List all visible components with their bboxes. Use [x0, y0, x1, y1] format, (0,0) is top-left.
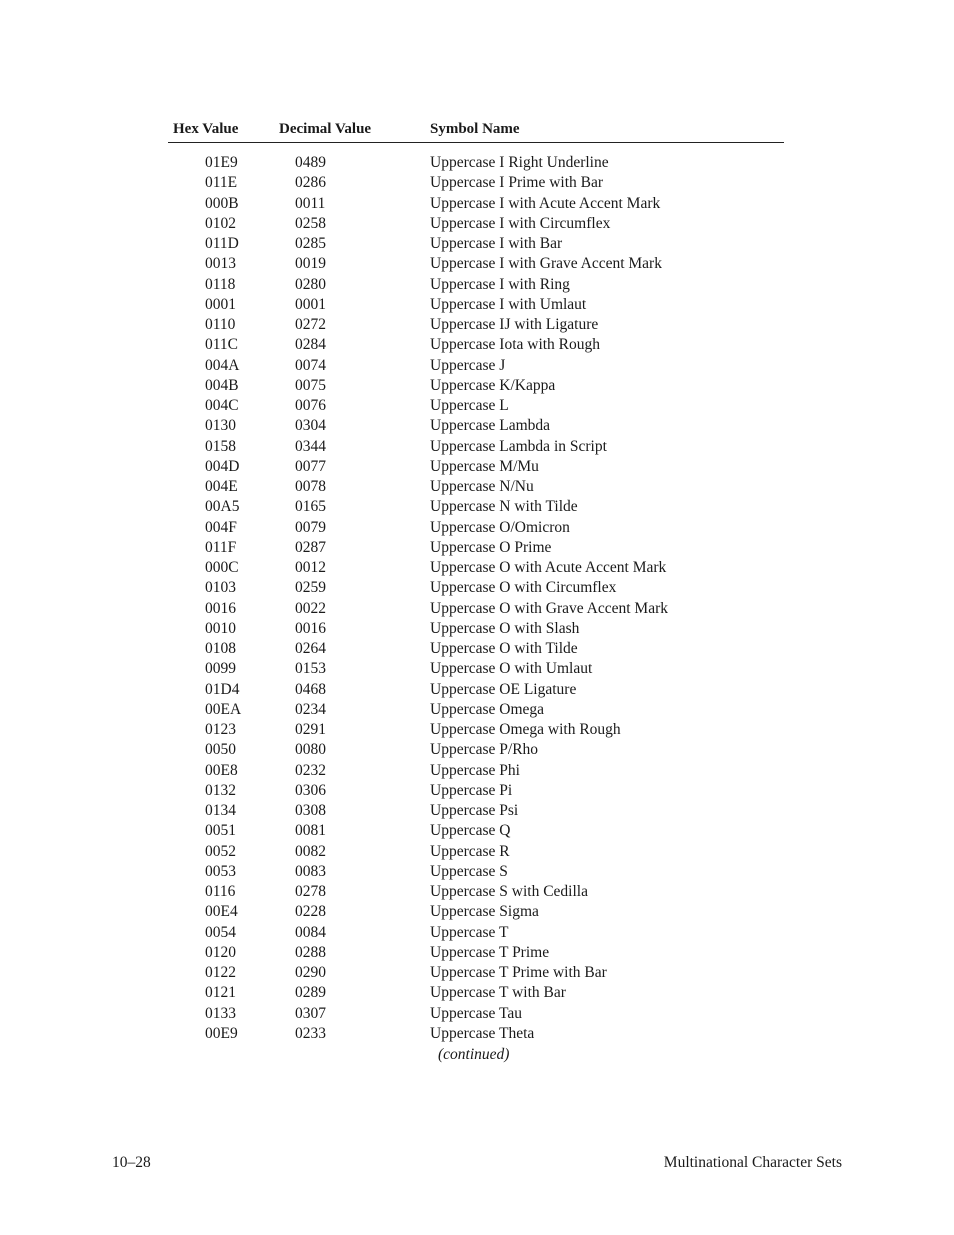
symbol-name-cell: Uppercase I with Bar — [430, 235, 563, 252]
hex-value-cell: 0130 — [205, 417, 236, 435]
table-row — [168, 619, 784, 639]
table-header — [168, 121, 784, 143]
symbol-name-cell: Uppercase T Prime with Bar — [430, 964, 607, 981]
table-row — [168, 821, 784, 841]
hex-value-cell: 011E — [205, 174, 238, 192]
symbol-name-cell: Uppercase I with Umlaut — [430, 295, 587, 313]
hex-value-cell: 00E4 — [205, 903, 238, 921]
hex-value-cell: 00E8 — [205, 761, 238, 779]
symbol-name-cell: Uppercase Omega — [430, 700, 545, 718]
decimal-value-cell: 0304 — [295, 417, 326, 435]
symbol-name-cell: Uppercase O with Acute Accent Mark — [430, 559, 667, 576]
hex-value-cell: 0132 — [205, 781, 236, 799]
symbol-name-cell: Uppercase Theta — [430, 1024, 535, 1042]
table-row — [168, 963, 784, 983]
table-row — [168, 599, 784, 619]
section-title: Multinational Character Sets — [663, 1154, 842, 1171]
decimal-value-cell: 0259 — [295, 579, 326, 597]
hex-value-cell: 0051 — [205, 822, 236, 840]
symbol-name-cell: Uppercase L — [430, 397, 509, 414]
hex-value-cell: 0052 — [205, 842, 236, 860]
table-row — [168, 396, 784, 416]
table-row — [168, 781, 784, 801]
decimal-value-cell: 0082 — [295, 842, 326, 860]
symbol-name-cell: Uppercase Omega with Rough — [430, 721, 621, 738]
decimal-value-cell: 0287 — [295, 538, 326, 556]
decimal-value-cell: 0011 — [295, 194, 326, 212]
decimal-value-cell: 0022 — [295, 599, 326, 617]
decimal-value-cell: 0272 — [295, 316, 326, 333]
hex-value-cell: 0108 — [205, 640, 236, 657]
symbol-name-cell: Uppercase I with Grave Accent Mark — [430, 255, 662, 273]
hex-value-cell: 0134 — [205, 802, 236, 819]
decimal-value-cell: 0076 — [295, 397, 326, 414]
hex-value-cell: 011C — [205, 336, 239, 354]
decimal-value-cell: 0074 — [295, 356, 326, 374]
decimal-value-cell: 0308 — [295, 802, 326, 819]
hex-value-cell: 01D4 — [205, 680, 240, 698]
symbol-name-cell: Uppercase I with Ring — [430, 275, 570, 293]
table-row — [168, 558, 784, 578]
table-row — [168, 639, 784, 659]
table-row — [168, 842, 784, 862]
decimal-value-cell: 0307 — [295, 1004, 326, 1022]
table-row — [168, 1024, 784, 1044]
symbol-name-cell: Uppercase Psi — [430, 802, 519, 819]
table-row — [168, 659, 784, 679]
table-row — [168, 376, 784, 396]
symbol-name-cell: Uppercase O with Circumflex — [430, 579, 617, 597]
hex-value-cell: 0158 — [205, 437, 236, 455]
hex-value-cell: 000B — [205, 194, 239, 212]
symbol-name-cell: Uppercase S — [430, 862, 508, 880]
table-row — [168, 194, 784, 214]
table-row — [168, 700, 784, 720]
symbol-name-cell: Uppercase O with Tilde — [430, 640, 578, 657]
table-row — [168, 518, 784, 538]
decimal-value-cell: 0285 — [295, 235, 326, 252]
symbol-name-cell: Uppercase O with Umlaut — [430, 660, 593, 678]
symbol-name-cell: Uppercase R — [430, 842, 510, 860]
decimal-value-cell: 0344 — [295, 437, 326, 455]
table-row — [168, 902, 784, 922]
table-row — [168, 983, 784, 1003]
decimal-value-cell: 0077 — [295, 457, 326, 475]
hex-value-cell: 004F — [205, 518, 237, 536]
symbol-name-cell: Uppercase K/Kappa — [430, 376, 556, 394]
decimal-value-cell: 0016 — [295, 619, 326, 637]
hex-value-cell: 004A — [205, 356, 240, 374]
symbol-name-cell: Uppercase T Prime — [430, 943, 550, 961]
table-row — [168, 477, 784, 497]
decimal-value-cell: 0233 — [295, 1024, 326, 1042]
table-row — [168, 761, 784, 781]
symbol-name-cell: Uppercase O with Slash — [430, 619, 580, 637]
symbol-name-cell: Uppercase Iota with Rough — [430, 336, 601, 354]
decimal-value-cell: 0080 — [295, 741, 326, 759]
hex-value-cell: 00E9 — [205, 1024, 238, 1042]
hex-value-cell: 004B — [205, 376, 239, 394]
table-row — [168, 173, 784, 193]
symbol-name-cell: Uppercase I Prime with Bar — [430, 174, 604, 192]
decimal-value-cell: 0012 — [295, 559, 326, 576]
table-row — [168, 335, 784, 355]
header-decimal-value: Decimal Value — [279, 121, 372, 137]
table-row — [168, 497, 784, 517]
hex-value-cell: 0013 — [205, 255, 236, 273]
table-row — [168, 740, 784, 760]
table-row — [168, 214, 784, 234]
table-row — [168, 437, 784, 457]
decimal-value-cell: 0228 — [295, 903, 326, 921]
table-body — [168, 153, 784, 1044]
symbol-name-cell: Uppercase S with Cedilla — [430, 883, 588, 900]
hex-value-cell: 004E — [205, 478, 238, 495]
symbol-name-cell: Uppercase J — [430, 356, 506, 374]
symbol-name-cell: Uppercase T — [430, 923, 509, 941]
hex-value-cell: 0116 — [205, 883, 236, 900]
table-row — [168, 882, 784, 902]
hex-value-cell: 000C — [205, 559, 239, 576]
decimal-value-cell: 0284 — [295, 336, 326, 354]
table-row — [168, 801, 784, 821]
symbol-name-cell: Uppercase N with Tilde — [430, 498, 578, 516]
hex-value-cell: 0123 — [205, 721, 236, 738]
decimal-value-cell: 0280 — [295, 275, 326, 293]
decimal-value-cell: 0264 — [295, 640, 326, 657]
table-row — [168, 680, 784, 700]
hex-value-cell: 011D — [205, 235, 239, 252]
decimal-value-cell: 0468 — [295, 680, 326, 698]
header-symbol-name: Symbol Name — [430, 121, 520, 137]
hex-value-cell: 0001 — [205, 295, 236, 313]
hex-value-cell: 0054 — [205, 923, 236, 941]
hex-value-cell: 0118 — [205, 275, 236, 293]
continued-note: (continued) — [438, 1046, 510, 1063]
symbol-name-cell: Uppercase M/Mu — [430, 457, 539, 475]
hex-value-cell: 0133 — [205, 1004, 236, 1022]
symbol-name-cell: Uppercase Lambda — [430, 417, 551, 435]
hex-value-cell: 0103 — [205, 579, 236, 597]
symbol-name-cell: Uppercase O Prime — [430, 538, 552, 556]
table-row — [168, 153, 784, 173]
page-number: 10–28 — [112, 1154, 151, 1171]
symbol-name-cell: Uppercase O with Grave Accent Mark — [430, 599, 669, 617]
symbol-name-cell: Uppercase Q — [430, 822, 511, 840]
hex-value-cell: 0016 — [205, 599, 236, 617]
decimal-value-cell: 0289 — [295, 984, 326, 1002]
symbol-name-cell: Uppercase Tau — [430, 1004, 523, 1022]
decimal-value-cell: 0290 — [295, 964, 326, 981]
symbol-name-cell: Uppercase OE Ligature — [430, 680, 577, 698]
hex-value-cell: 0110 — [205, 316, 236, 333]
decimal-value-cell: 0258 — [295, 214, 326, 232]
decimal-value-cell: 0001 — [295, 295, 326, 313]
table-row — [168, 943, 784, 963]
symbol-name-cell: Uppercase T with Bar — [430, 984, 566, 1002]
hex-value-cell: 0053 — [205, 862, 236, 880]
decimal-value-cell: 0078 — [295, 478, 326, 495]
table-row — [168, 923, 784, 943]
symbol-name-cell: Uppercase I with Circumflex — [430, 214, 611, 232]
decimal-value-cell: 0286 — [295, 174, 326, 192]
hex-value-cell: 0010 — [205, 619, 236, 637]
symbol-name-cell: Uppercase Phi — [430, 761, 520, 779]
header-hex-value: Hex Value — [173, 121, 239, 137]
decimal-value-cell: 0083 — [295, 862, 326, 880]
hex-value-cell: 0122 — [205, 964, 236, 981]
table-row — [168, 720, 784, 740]
decimal-value-cell: 0232 — [295, 761, 326, 779]
hex-value-cell: 01E9 — [205, 154, 238, 171]
decimal-value-cell: 0288 — [295, 943, 326, 961]
symbol-name-cell: Uppercase Sigma — [430, 903, 539, 921]
table-row — [168, 416, 784, 436]
hex-value-cell: 011F — [205, 538, 237, 556]
table-row — [168, 315, 784, 335]
decimal-value-cell: 0306 — [295, 781, 326, 799]
hex-value-cell: 0121 — [205, 984, 236, 1002]
table-row — [168, 538, 784, 558]
hex-value-cell: 00A5 — [205, 498, 240, 516]
table-row — [168, 1004, 784, 1024]
table-row — [168, 254, 784, 274]
hex-value-cell: 004C — [205, 397, 239, 414]
table-row — [168, 356, 784, 376]
decimal-value-cell: 0019 — [295, 255, 326, 273]
symbol-name-cell: Uppercase Lambda in Script — [430, 437, 607, 455]
decimal-value-cell: 0079 — [295, 518, 326, 536]
decimal-value-cell: 0081 — [295, 822, 326, 840]
symbol-name-cell: Uppercase I with Acute Accent Mark — [430, 194, 661, 212]
table-row — [168, 275, 784, 295]
symbol-name-cell: Uppercase I Right Underline — [430, 154, 609, 171]
symbol-name-cell: Uppercase O/Omicron — [430, 518, 570, 536]
symbol-name-cell: Uppercase P/Rho — [430, 741, 539, 759]
decimal-value-cell: 0084 — [295, 923, 326, 941]
table-row — [168, 457, 784, 477]
hex-value-cell: 0050 — [205, 741, 236, 759]
decimal-value-cell: 0278 — [295, 883, 326, 900]
decimal-value-cell: 0489 — [295, 154, 326, 171]
decimal-value-cell: 0153 — [295, 660, 326, 678]
symbol-name-cell: Uppercase IJ with Ligature — [430, 316, 599, 333]
table-row — [168, 234, 784, 254]
decimal-value-cell: 0075 — [295, 376, 326, 394]
symbol-name-cell: Uppercase N/Nu — [430, 478, 534, 495]
decimal-value-cell: 0165 — [295, 498, 326, 516]
hex-value-cell: 0102 — [205, 214, 236, 232]
hex-value-cell: 004D — [205, 457, 240, 475]
table-row — [168, 295, 784, 315]
hex-value-cell: 0120 — [205, 943, 236, 961]
hex-value-cell: 0099 — [205, 660, 236, 678]
symbol-name-cell: Uppercase Pi — [430, 781, 513, 799]
decimal-value-cell: 0234 — [295, 700, 326, 718]
hex-value-cell: 00EA — [205, 700, 242, 718]
table-row — [168, 862, 784, 882]
decimal-value-cell: 0291 — [295, 721, 326, 738]
table-row — [168, 578, 784, 598]
